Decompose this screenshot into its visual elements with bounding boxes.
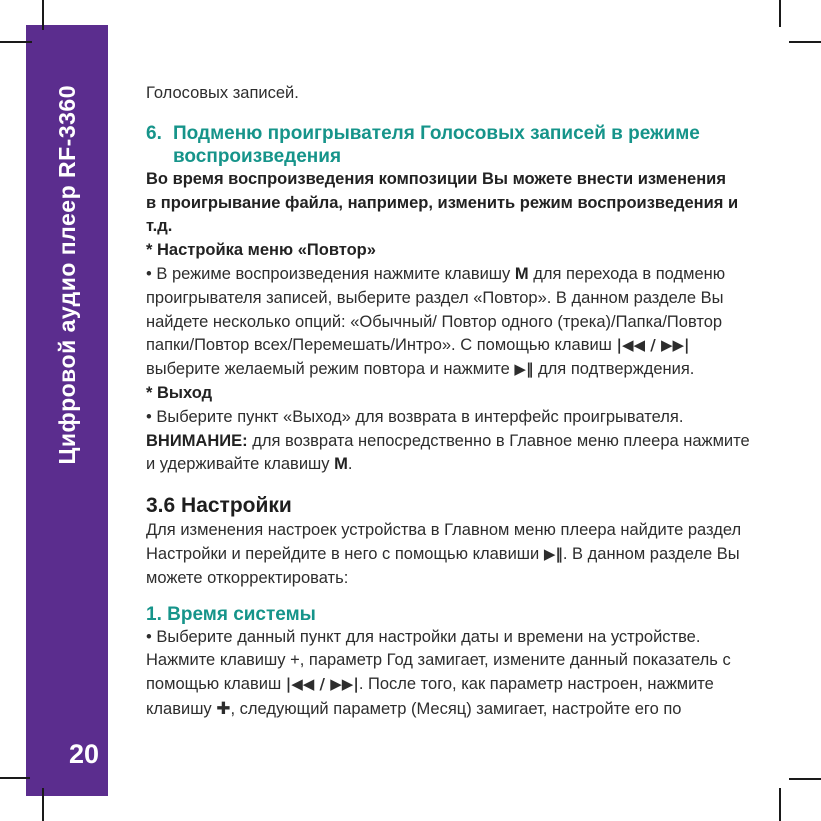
crop-mark-bottom-left-vertical — [42, 788, 44, 821]
repeat-bullet-line: найдете несколько опций: «Обычный/ Повтор одного (трека)/Папка/Повтор — [146, 312, 723, 331]
intro-line: Голосовых записей. — [146, 84, 299, 102]
section-heading-3-6: 3.6 Настройки — [146, 494, 292, 518]
text-segment: для подтверждения. — [533, 360, 695, 379]
text-segment: . После того, как параметр настроен, нажмите — [358, 675, 714, 694]
text-segment: . — [347, 455, 353, 474]
text-segment: помощью клавиш — [146, 675, 286, 694]
plus-key-icon: ✚ — [216, 698, 231, 718]
crop-mark-bottom-right-horizontal — [789, 778, 821, 780]
bold-paragraph-line: т.д. — [146, 217, 173, 236]
page-content — [146, 82, 750, 722]
text-segment: клавишу — [146, 699, 217, 718]
bold-paragraph-line: Во время воспроизведения композиции Вы можете внести изменения — [146, 169, 726, 188]
repeat-bullet-line — [146, 358, 746, 382]
time-bullet-line: • Выберите данный пункт для настройки даты и времени на устройстве. — [146, 627, 701, 646]
settings-line: можете откорректировать: — [146, 568, 349, 587]
time-bullet-line — [146, 673, 746, 697]
text-segment: и удерживайте клавишу — [146, 455, 335, 474]
repeat-bullet-line — [146, 263, 746, 287]
notice-line — [146, 453, 746, 477]
section-heading-6 — [146, 122, 746, 168]
spine-title: Цифровой аудио плеер RF-3360 — [53, 85, 80, 465]
crop-mark-top-left-horizontal — [0, 41, 32, 43]
key-m-label: М — [334, 455, 348, 474]
crop-mark-top-right-vertical — [779, 0, 781, 27]
settings-line — [146, 543, 746, 567]
heading-number: 6. — [146, 122, 162, 144]
heading-line1: Подменю проигрывателя Голосовых записей в режиме — [173, 122, 700, 144]
bold-paragraph-line: в проигрывание файла, например, изменить режим воспроизведения и — [146, 193, 739, 212]
repeat-menu-label: * Настройка меню «Повтор» — [146, 241, 376, 260]
section-heading-1-time: 1. Время системы — [146, 603, 316, 625]
text-segment: для возврата непосредственно в Главное меню плеера нажмите — [247, 431, 750, 450]
text-segment: • В режиме воспроизведения нажмите клавишу — [146, 264, 515, 283]
crop-mark-bottom-left-horizontal — [0, 777, 30, 779]
sidebar-spine — [26, 25, 108, 796]
text-segment: Настройки и перейдите в него с помощью клавиши — [146, 544, 544, 563]
time-bullet-line: Нажмите клавишу +, параметр Год замигает, измените данный показатель с — [146, 651, 731, 670]
notice-line — [146, 430, 750, 454]
play-pause-key-icon: ▶‖ — [514, 360, 534, 379]
text-segment: , следующий параметр (Месяц) замигает, настройте его по — [230, 699, 682, 718]
exit-label: * Выход — [146, 383, 213, 402]
text-segment: для перехода в подменю — [528, 264, 726, 283]
text-segment: папки/Повтор всех/Перемешать/Интро». С помощью клавиш — [146, 336, 617, 355]
prev-next-keys-icon: |◀◀ / ▶▶| — [616, 336, 690, 355]
crop-mark-bottom-right-vertical — [779, 788, 781, 821]
exit-bullet-line: • Выберите пункт «Выход» для возврата в интерфейс проигрывателя. — [146, 407, 684, 426]
attention-label: ВНИМАНИЕ: — [146, 431, 248, 450]
spine-title-wrap — [26, 55, 108, 495]
text-segment: выберите желаемый режим повтора и нажмите — [146, 360, 515, 379]
settings-line: Для изменения настроек устройства в Главном меню плеера найдите раздел — [146, 521, 742, 540]
play-pause-key-icon: ▶‖ — [543, 544, 563, 563]
repeat-bullet-line — [146, 334, 746, 358]
text-segment: . В данном разделе Вы — [562, 544, 740, 563]
page-number: 20 — [68, 739, 99, 769]
repeat-bullet-line: проигрывателя записей, выберите раздел «Повтор». В данном разделе Вы — [146, 288, 724, 307]
crop-mark-top-left-vertical — [42, 0, 44, 30]
time-bullet-line — [146, 697, 746, 722]
heading-line2: воспроизведения — [173, 145, 342, 167]
prev-next-keys-icon: |◀◀ / ▶▶| — [285, 675, 359, 694]
key-m-label: М — [514, 264, 529, 283]
crop-mark-top-right-horizontal — [789, 41, 821, 43]
